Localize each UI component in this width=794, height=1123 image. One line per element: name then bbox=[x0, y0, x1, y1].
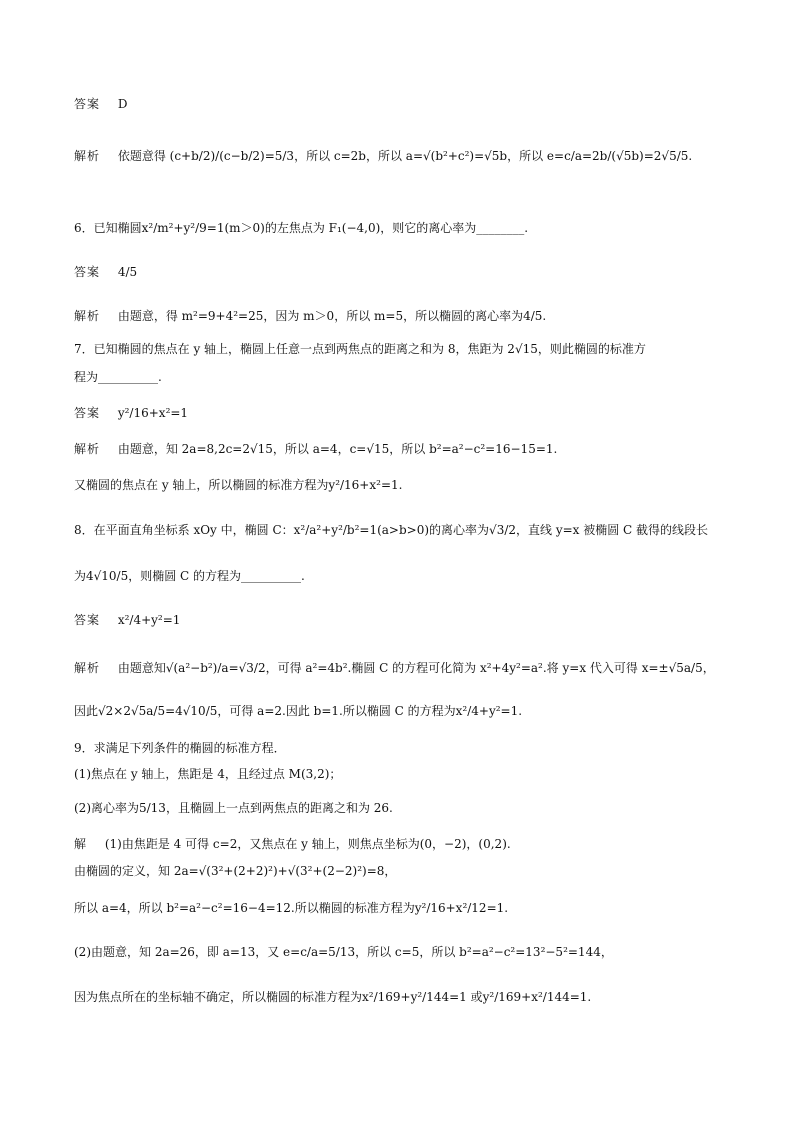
answer-text: y²/16+x²=1 bbox=[117, 406, 189, 420]
analysis-label: 解析 bbox=[74, 661, 101, 675]
solution-text: (1)由焦距是 4 可得 c=2，又焦点在 y 轴上，则焦点坐标为(0，−2)，(0,2). bbox=[104, 837, 511, 851]
question-6 bbox=[74, 220, 528, 236]
analysis-text: 由题意知√(a²−b²)/a=√3/2，可得 a²=4b².椭圆 C 的方程可化简为 x²+4y²=a².将 y=x 代入可得 x=±√5a/5， bbox=[117, 661, 715, 675]
solution-9-line1 bbox=[74, 836, 511, 852]
answer-label: 答案 bbox=[74, 97, 101, 111]
question-text: 为4√10/5，则椭圆 C 的方程为__________. bbox=[74, 569, 305, 583]
analysis-8-line1 bbox=[74, 660, 715, 676]
answer-label: 答案 bbox=[74, 406, 101, 420]
question-8-line2 bbox=[74, 568, 305, 584]
answer-label: 答案 bbox=[74, 613, 101, 627]
analysis-7-line1 bbox=[74, 441, 557, 457]
solution-9-line5 bbox=[74, 989, 591, 1005]
analysis-5 bbox=[74, 148, 692, 164]
analysis-text: 由题意，知 2a=8,2c=2√15，所以 a=4，c=√15，所以 b²=a²−c²=16−15=1. bbox=[117, 442, 558, 456]
solution-text: 因为焦点所在的坐标轴不确定，所以椭圆的标准方程为x²/169+y²/144=1 或y²/169+x²/144=1. bbox=[74, 990, 592, 1004]
solution-label: 解 bbox=[74, 837, 88, 851]
answer-text: x²/4+y²=1 bbox=[117, 613, 181, 627]
question-9-part2 bbox=[74, 800, 393, 816]
answer-7 bbox=[74, 405, 188, 421]
analysis-6 bbox=[74, 308, 546, 324]
question-8-line1 bbox=[74, 522, 708, 538]
question-7-line1 bbox=[74, 341, 646, 357]
question-text: (2)离心率为5/13，且椭圆上一点到两焦点的距离之和为 26. bbox=[74, 801, 393, 815]
question-text: 7．已知椭圆的焦点在 y 轴上，椭圆上任意一点到两焦点的距离之和为 8，焦距为 2√15，则此椭圆的标准方 bbox=[74, 342, 646, 356]
solution-9-line2 bbox=[74, 863, 396, 879]
answer-5 bbox=[74, 96, 127, 112]
answer-label: 答案 bbox=[74, 265, 101, 279]
solution-9-line4 bbox=[74, 944, 613, 960]
analysis-label: 解析 bbox=[74, 442, 101, 456]
answer-text: D bbox=[117, 97, 128, 111]
analysis-text: 由题意，得 m²=9+4²=25，因为 m＞0，所以 m=5，所以椭圆的离心率为4/5. bbox=[117, 309, 547, 323]
question-text: 6．已知椭圆x²/m²+y²/9=1(m＞0)的左焦点为 F₁(−4,0)，则它的离心率为________. bbox=[74, 221, 529, 235]
solution-text: (2)由题意，知 2a=26，即 a=13，又 e=c/a=5/13，所以 c=5，所以 b²=a²−c²=13²−5²=144， bbox=[74, 945, 613, 959]
solution-text: 由椭圆的定义，知 2a=√(3²+(2+2)²)+√(3²+(2−2)²)=8， bbox=[74, 864, 397, 878]
analysis-label: 解析 bbox=[74, 149, 101, 163]
solution-text: 所以 a=4，所以 b²=a²−c²=16−4=12.所以椭圆的标准方程为y²/16+x²/12=1. bbox=[74, 901, 509, 915]
question-9-part1 bbox=[74, 766, 341, 782]
answer-text: 4/5 bbox=[117, 265, 138, 279]
question-text: 程为__________. bbox=[74, 370, 162, 384]
question-text: 9．求满足下列条件的椭圆的标准方程． bbox=[74, 741, 286, 755]
answer-6 bbox=[74, 264, 137, 280]
answer-8 bbox=[74, 612, 180, 628]
analysis-text: 依题意得 (c+b/2)/(c−b/2)=5/3，所以 c=2b，所以 a=√(b²+c²)=√5b，所以 e=c/a=2b/(√5b)=2√5/5. bbox=[117, 149, 693, 163]
analysis-8-line2 bbox=[74, 703, 522, 719]
analysis-text: 因此√2×2√5a/5=4√10/5，可得 a=2.因此 b=1.所以椭圆 C 的方程为x²/4+y²=1. bbox=[74, 704, 523, 718]
question-text: 8．在平面直角坐标系 xOy 中，椭圆 C：x²/a²+y²/b²=1(a>b>0)的离心率为√3/2，直线 y=x 被椭圆 C 截得的线段长 bbox=[74, 523, 709, 537]
analysis-label: 解析 bbox=[74, 309, 101, 323]
analysis-7-line2 bbox=[74, 477, 402, 493]
analysis-text: 又椭圆的焦点在 y 轴上，所以椭圆的标准方程为y²/16+x²=1. bbox=[74, 478, 403, 492]
question-9 bbox=[74, 740, 286, 756]
solution-9-line3 bbox=[74, 900, 508, 916]
question-text: (1)焦点在 y 轴上，焦距是 4，且经过点 M(3,2)； bbox=[74, 767, 342, 781]
question-7-line2 bbox=[74, 369, 162, 385]
